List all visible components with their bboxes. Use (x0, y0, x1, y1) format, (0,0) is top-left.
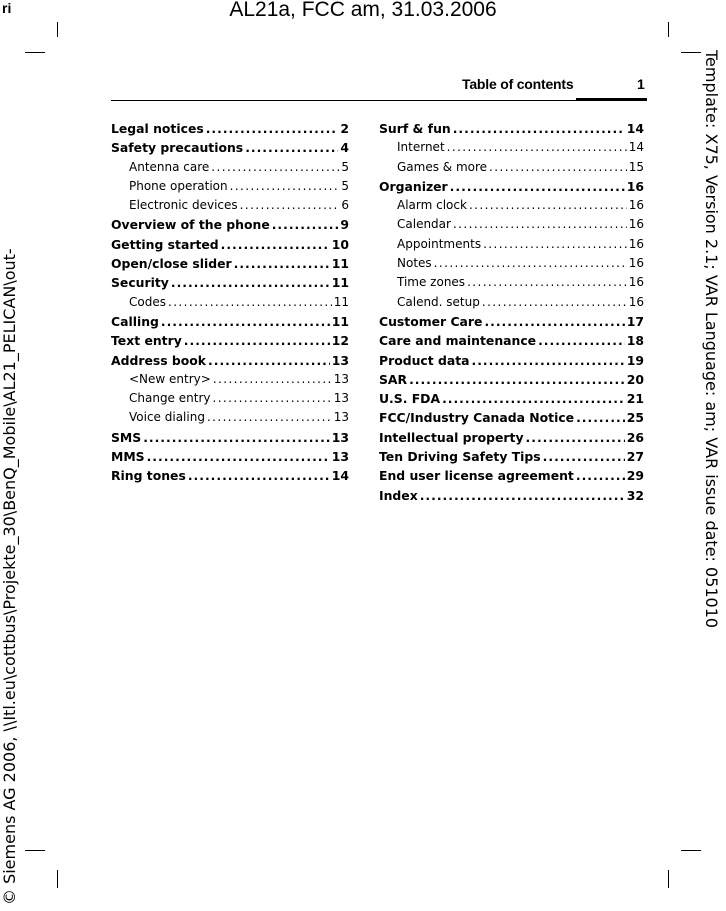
toc-entry-page: 32 (626, 487, 644, 503)
toc-entry-page: 9 (340, 217, 349, 233)
toc-entry-title: End user license agreement (379, 468, 574, 484)
toc-entry[interactable] (111, 140, 349, 159)
toc-entry-title: Customer Care (379, 313, 483, 329)
toc-entry[interactable] (379, 217, 644, 236)
toc-leader-dots (489, 160, 627, 174)
toc-entry-page: 16 (628, 198, 644, 213)
toc-leader-dots (420, 488, 625, 503)
toc-leader-dots (453, 217, 627, 231)
header-rule (111, 100, 647, 101)
toc-leader-dots (208, 353, 330, 368)
toc-entry-title: SAR (379, 371, 408, 387)
toc-entry-page: 12 (331, 333, 349, 349)
toc-entry[interactable] (379, 353, 644, 372)
toc-entry-title: Time zones (397, 275, 466, 290)
toc-entry-page: 10 (331, 236, 349, 252)
toc-entry[interactable] (111, 160, 349, 179)
toc-entry-title: Getting started (111, 236, 219, 252)
header-accent-bar (576, 98, 647, 101)
toc-entry[interactable] (111, 198, 349, 217)
toc-leader-dots (576, 468, 625, 483)
toc-entry[interactable] (111, 179, 349, 198)
toc-leader-dots (245, 140, 338, 155)
crop-mark (25, 850, 45, 851)
toc-entry-page: 15 (628, 159, 644, 174)
crop-mark (668, 22, 669, 37)
toc-leader-dots (526, 430, 625, 445)
toc-entry-page: 27 (626, 449, 644, 465)
toc-column-left (111, 121, 349, 488)
toc-entry-page: 16 (628, 294, 644, 309)
toc-entry[interactable] (111, 275, 349, 294)
toc-entry[interactable] (379, 391, 644, 410)
toc-entry-page: 4 (340, 140, 349, 156)
toc-leader-dots (469, 198, 627, 212)
toc-entry-page: 16 (626, 178, 644, 194)
toc-leader-dots (168, 295, 332, 309)
toc-leader-dots (472, 353, 625, 368)
toc-entry-title: Product data (379, 352, 470, 368)
toc-entry[interactable] (111, 468, 349, 487)
toc-leader-dots (161, 314, 330, 329)
print-job-title: AL21a, FCC am, 31.03.2006 (229, 0, 497, 21)
toc-leader-dots (484, 314, 624, 329)
toc-entry[interactable] (379, 160, 644, 179)
toc-leader-dots (442, 391, 625, 406)
toc-leader-dots (576, 410, 625, 425)
toc-leader-dots (467, 275, 627, 289)
toc-entry[interactable] (379, 179, 644, 198)
toc-leader-dots (171, 275, 330, 290)
toc-leader-dots (188, 468, 330, 483)
toc-entry[interactable] (379, 275, 644, 294)
toc-entry[interactable] (111, 391, 349, 410)
toc-entry[interactable] (379, 410, 644, 429)
toc-entry[interactable] (379, 449, 644, 468)
toc-entry-title: Open/close slider (111, 256, 232, 272)
toc-entry-title: Codes (129, 294, 166, 309)
toc-entry-page: 13 (331, 352, 349, 368)
toc-entry[interactable] (379, 237, 644, 256)
toc-entry[interactable] (111, 237, 349, 256)
toc-leader-dots (409, 372, 625, 387)
toc-entry[interactable] (111, 256, 349, 275)
toc-leader-dots (206, 121, 339, 136)
toc-entry-page: 6 (341, 198, 349, 213)
toc-leader-dots (483, 237, 627, 251)
toc-entry-page: 16 (628, 275, 644, 290)
toc-leader-dots (221, 237, 330, 252)
toc-entry-title: Legal notices (111, 121, 204, 136)
toc-entry-title: Voice dialing (129, 410, 205, 425)
toc-entry-title: Text entry (111, 333, 182, 349)
toc-entry[interactable] (379, 468, 644, 487)
toc-entry[interactable] (111, 353, 349, 372)
toc-entry-title: Surf & fun (379, 121, 451, 136)
toc-entry[interactable] (111, 333, 349, 352)
toc-entry-title: MMS (111, 449, 145, 465)
toc-entry[interactable] (111, 217, 349, 236)
toc-entry-title: Internet (397, 140, 445, 155)
toc-column-right (379, 121, 644, 507)
toc-entry[interactable] (379, 488, 644, 507)
toc-entry-title: U.S. FDA (379, 391, 441, 407)
toc-entry-page: 13 (331, 429, 349, 445)
toc-leader-dots (434, 256, 627, 270)
toc-leader-dots (538, 333, 625, 348)
toc-entry-page: 13 (331, 449, 349, 465)
toc-entry[interactable] (111, 372, 349, 391)
toc-leader-dots (184, 333, 330, 348)
toc-entry-page: 11 (331, 275, 349, 291)
toc-leader-dots (447, 140, 627, 154)
toc-entry-page: 14 (626, 121, 644, 136)
toc-entry[interactable] (379, 430, 644, 449)
toc-leader-dots (272, 217, 339, 232)
toc-entry-page: 21 (626, 391, 644, 407)
toc-entry[interactable] (379, 314, 644, 333)
toc-leader-dots (230, 179, 340, 193)
toc-entry[interactable] (379, 372, 644, 391)
toc-entry-page: 29 (626, 468, 644, 484)
toc-entry-page: 20 (626, 371, 644, 387)
toc-entry[interactable] (379, 140, 644, 159)
toc-leader-dots (211, 160, 339, 174)
toc-entry-page: 14 (628, 140, 644, 155)
toc-leader-dots (450, 179, 625, 194)
toc-entry-page: 16 (628, 217, 644, 232)
toc-entry[interactable] (111, 430, 349, 449)
toc-entry-title: Antenna care (129, 159, 210, 174)
toc-entry-page: 5 (341, 159, 349, 174)
toc-entry-title: FCC/Industry Canada Notice (379, 410, 575, 426)
toc-entry-page: 2 (340, 121, 349, 136)
toc-leader-dots (147, 449, 330, 464)
toc-entry-title: Ten Driving Safety Tips (379, 449, 541, 465)
toc-entry-title: Safety precautions (111, 140, 244, 156)
toc-entry-title: Care and maintenance (379, 333, 537, 349)
toc-entry-title: Appointments (397, 236, 482, 251)
toc-entry[interactable] (111, 121, 349, 140)
toc-entry[interactable] (379, 198, 644, 217)
toc-entry-title: Notes (397, 256, 432, 271)
toc-entry-page: 11 (333, 294, 349, 309)
toc-entry-page: 18 (626, 333, 644, 349)
toc-entry-page: 26 (626, 429, 644, 445)
toc-entry-title: <New entry> (129, 371, 211, 386)
toc-leader-dots (543, 449, 625, 464)
toc-leader-dots (207, 410, 332, 424)
toc-entry[interactable] (111, 295, 349, 314)
toc-entry-title: Intellectual property (379, 429, 524, 445)
toc-entry-title: Calendar (397, 217, 451, 232)
toc-entry[interactable] (379, 295, 644, 314)
toc-entry-page: 17 (626, 313, 644, 329)
toc-entry-title: Games & more (397, 159, 488, 174)
toc-entry-page: 16 (628, 236, 644, 251)
crop-mark (57, 22, 58, 37)
toc-entry-page: 16 (628, 256, 644, 271)
crop-mark (668, 870, 669, 888)
toc-entry[interactable] (379, 256, 644, 275)
toc-entry-page: 25 (626, 410, 644, 426)
template-info-vertical: Template: X75, Version 2.1; VAR Language: am; VAR issue date: 051010 (702, 50, 721, 629)
toc-entry-title: Electronic devices (129, 198, 238, 213)
toc-entry[interactable] (111, 410, 349, 429)
crop-mark (57, 870, 58, 888)
toc-entry-page: 13 (333, 391, 349, 406)
toc-entry-title: Change entry (129, 391, 211, 406)
crop-mark (25, 52, 45, 53)
toc-entry-title: Alarm clock (397, 198, 467, 213)
page-title: Table of contents (462, 76, 574, 92)
toc-entry-page: 13 (333, 371, 349, 386)
toc-entry-title: Phone operation (129, 178, 228, 193)
toc-leader-dots (234, 256, 330, 271)
toc-entry-page: 11 (331, 256, 349, 272)
file-path-vertical: © Siemens AG 2006, \\Itl.eu\cottbus\Projekte_30\BenQ_Mobile\AL21_PELICAN\out- (0, 248, 19, 905)
toc-entry[interactable] (111, 314, 349, 333)
toc-leader-dots (213, 391, 332, 405)
corner-mark-text: ri (2, 0, 12, 16)
toc-entry-title: Security (111, 275, 169, 291)
toc-entry-title: Index (379, 487, 418, 503)
toc-leader-dots (143, 430, 330, 445)
toc-entry[interactable] (111, 449, 349, 468)
toc-leader-dots (453, 121, 625, 136)
toc-leader-dots (482, 295, 627, 309)
page-number: 1 (637, 76, 645, 92)
toc-entry-page: 19 (626, 352, 644, 368)
toc-entry[interactable] (379, 121, 644, 140)
toc-entry-page: 11 (331, 313, 349, 329)
toc-entry[interactable] (379, 333, 644, 352)
toc-entry-page: 5 (341, 178, 349, 193)
toc-entry-title: SMS (111, 429, 142, 445)
toc-entry-title: Ring tones (111, 468, 186, 484)
toc-entry-title: Overview of the phone (111, 217, 270, 233)
toc-entry-title: Address book (111, 352, 207, 368)
toc-entry-page: 13 (333, 410, 349, 425)
toc-entry-title: Calling (111, 313, 159, 329)
toc-entry-title: Organizer (379, 178, 448, 194)
toc-entry-page: 14 (331, 468, 349, 484)
toc-leader-dots (240, 198, 340, 212)
toc-entry-title: Calend. setup (397, 294, 480, 309)
toc-leader-dots (213, 372, 332, 386)
